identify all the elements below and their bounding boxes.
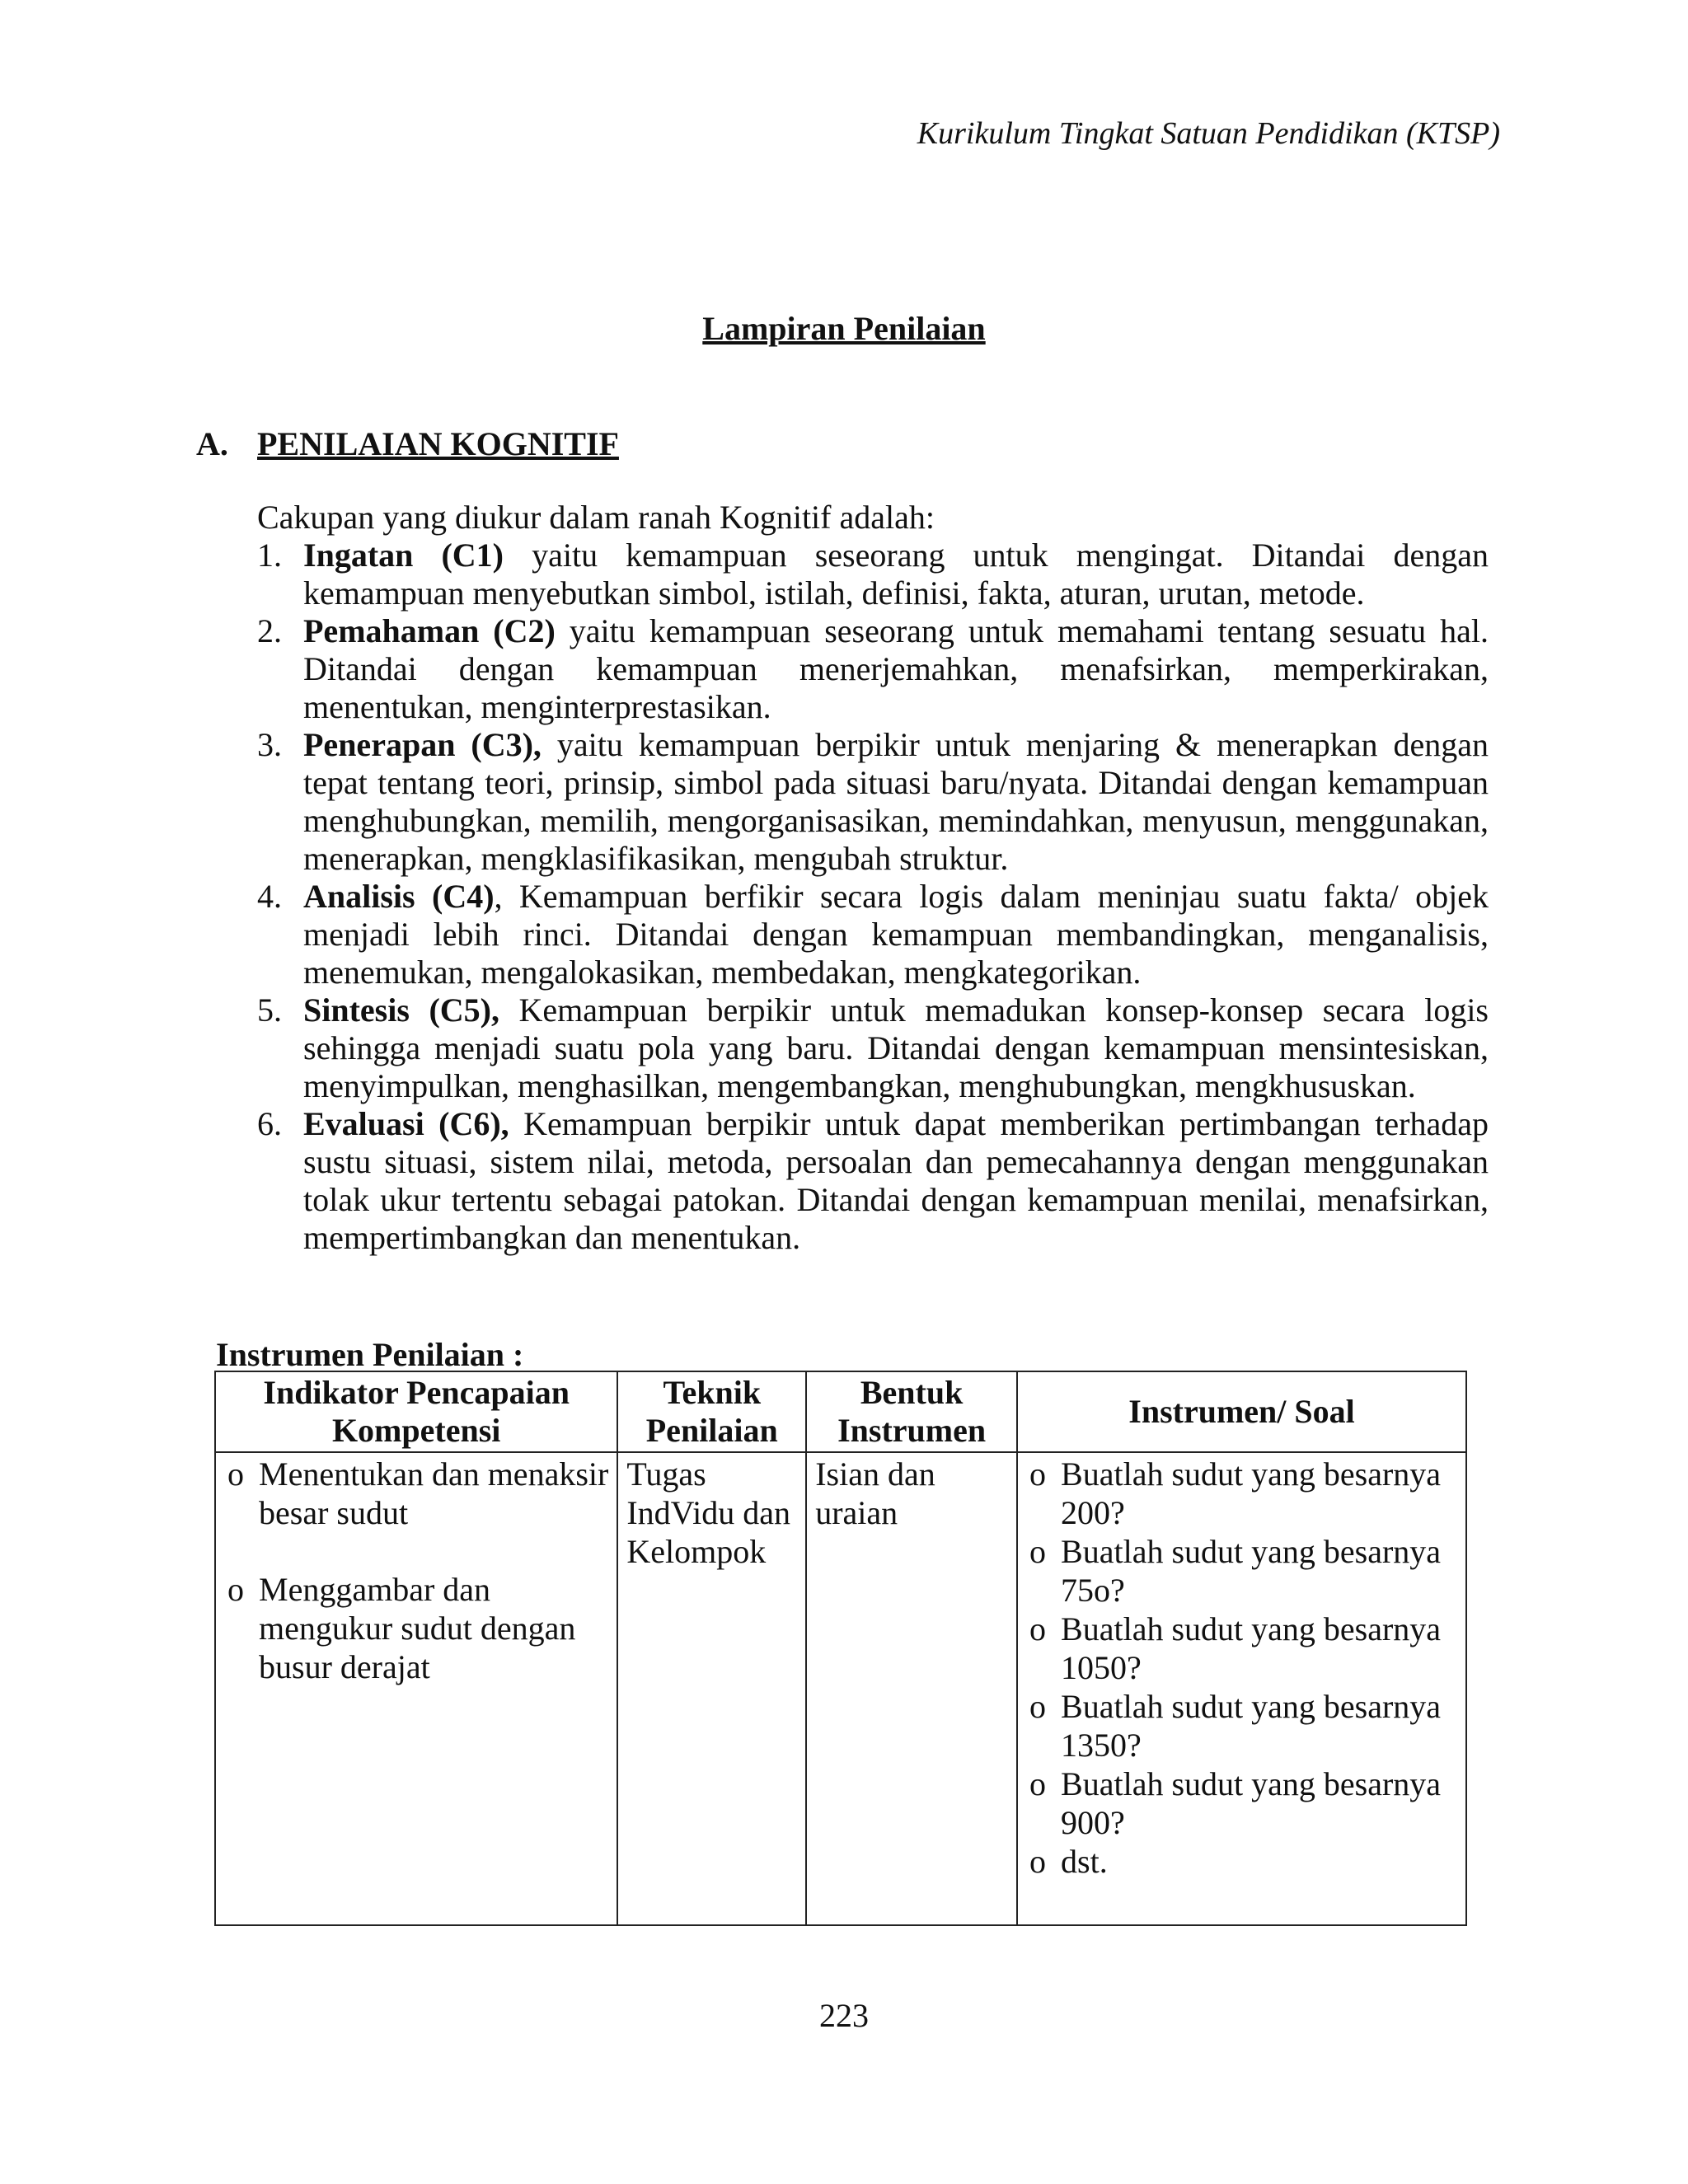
table-row <box>215 1452 1466 1925</box>
list-item <box>1026 1455 1457 1532</box>
item-number: 1. <box>257 537 282 574</box>
table-title: Instrumen Penilaian : <box>216 1336 524 1373</box>
page-number: 223 <box>819 1997 869 2034</box>
indicator-text: Menggambar dan mengukur sudut dengan busur derajat <box>259 1571 576 1685</box>
circle-bullet-icon: o <box>1029 1843 1047 1880</box>
questions-list <box>1026 1455 1457 1881</box>
circle-bullet-icon: o <box>227 1455 244 1493</box>
section-heading <box>196 424 619 463</box>
question-text: Buatlah sudut yang besarnya 1350? <box>1061 1688 1442 1764</box>
item-description: , Kemampuan berfikir secara logis dalam meninjau suatu fakta/ objek menjadi lebih rinci. Ditandai dengan kemampuan membandingkan, menganalisis, menemukan, mengalokasikan, membedakan, mengkategorikan. <box>303 878 1489 991</box>
item-term: Sintesis (C5), <box>303 991 499 1029</box>
table-header-row <box>215 1371 1466 1452</box>
item-term: Pemahaman (C2) <box>303 612 556 649</box>
question-text: Buatlah sudut yang besarnya 900? <box>1061 1765 1442 1841</box>
item-description: yaitu kemampuan berpikir untuk menjaring & menerapkan dengan tepat tentang teori, prinsip, simbol pada situasi baru/nyata. Ditandai dengan kemampuan menghubungkan, memilih, mengorganisasikan, memindahkan, menyusun, menggunakan, menerapkan, mengklasifikasikan, mengubah struktur. <box>303 726 1489 877</box>
list-item <box>257 1105 1489 1257</box>
circle-bullet-icon: o <box>1029 1688 1047 1725</box>
list-item <box>257 537 1489 612</box>
section-title: PENILAIAN KOGNITIF <box>257 425 619 462</box>
circle-bullet-icon: o <box>1029 1765 1047 1802</box>
item-number: 6. <box>257 1105 282 1142</box>
list-item <box>1026 1532 1457 1610</box>
circle-bullet-icon: o <box>227 1571 244 1608</box>
item-number: 4. <box>257 878 282 915</box>
column-header-technique: Teknik Penilaian <box>617 1371 806 1452</box>
column-header-questions: Instrumen/ Soal <box>1017 1371 1466 1452</box>
list-item <box>1026 1687 1457 1765</box>
form-cell: Isian dan uraian <box>806 1452 1017 1925</box>
running-header: Kurikulum Tingkat Satuan Pendidikan (KTSP) <box>917 116 1500 151</box>
column-header-form: Bentuk Instrumen <box>806 1371 1017 1452</box>
item-description: Kemampuan berpikir untuk memadukan konsep-konsep secara logis sehingga menjadi suatu pola yang baru. Ditandai dengan kemampuan mensintesiskan, menyimpulkan, menghasilkan, mengembangkan, menghubungkan, mengkhususkan. <box>303 991 1489 1104</box>
question-text: dst. <box>1061 1843 1108 1880</box>
item-number: 3. <box>257 726 282 763</box>
list-item <box>224 1455 608 1532</box>
list-item <box>257 726 1489 878</box>
item-term: Evaluasi (C6), <box>303 1105 509 1142</box>
list-item <box>257 991 1489 1105</box>
section-letter: A. <box>196 425 228 462</box>
list-gap <box>224 1532 608 1570</box>
question-text: Buatlah sudut yang besarnya 1050? <box>1061 1610 1442 1686</box>
circle-bullet-icon: o <box>1029 1455 1047 1493</box>
question-text: Buatlah sudut yang besarnya 75o? <box>1061 1533 1442 1609</box>
list-item <box>257 878 1489 991</box>
item-description: Kemampuan berpikir untuk dapat memberikan pertimbangan terhadap sustu situasi, sistem nilai, metoda, persoalan dan pemecahannya dengan menggunakan tolak ukur tertentu sebagai patokan. Ditandai dengan kemampuan menilai, menafsirkan, mempertimbangkan dan menentukan. <box>303 1105 1489 1256</box>
item-term: Ingatan (C1) <box>303 537 504 574</box>
circle-bullet-icon: o <box>1029 1610 1047 1647</box>
item-description: yaitu kemampuan seseorang untuk mengingat. Ditandai dengan kemampuan menyebutkan simbol, istilah, definisi, fakta, aturan, urutan, metode. <box>303 537 1489 612</box>
list-item <box>1026 1765 1457 1842</box>
list-item <box>257 612 1489 726</box>
indicator-list <box>224 1455 608 1686</box>
item-number: 2. <box>257 612 282 649</box>
indicator-text: Menentukan dan menaksir besar sudut <box>259 1455 609 1531</box>
question-text: Buatlah sudut yang besarnya 200? <box>1061 1455 1442 1531</box>
circle-bullet-icon: o <box>1029 1533 1047 1570</box>
technique-cell: Tugas IndVidu dan Kelompok <box>617 1452 806 1925</box>
section-intro: Cakupan yang diukur dalam ranah Kognitif adalah: <box>257 499 935 536</box>
item-term: Penerapan (C3), <box>303 726 542 763</box>
page-title: Lampiran Penilaian <box>702 310 986 347</box>
item-number: 5. <box>257 991 282 1029</box>
questions-cell <box>1017 1452 1466 1925</box>
list-item <box>224 1570 608 1686</box>
cognitive-criteria-list <box>257 537 1489 1257</box>
list-item <box>1026 1610 1457 1687</box>
instrument-table <box>214 1371 1467 1926</box>
item-description: yaitu kemampuan seseorang untuk memahami tentang sesuatu hal. Ditandai dengan kemampuan menerjemahkan, menafsirkan, memperkirakan, menentukan, menginterprestasikan. <box>303 612 1489 725</box>
indicator-cell <box>215 1452 617 1925</box>
list-item <box>1026 1842 1457 1881</box>
column-header-indicator: Indikator Pencapaian Kompetensi <box>215 1371 617 1452</box>
item-term: Analisis (C4) <box>303 878 495 915</box>
